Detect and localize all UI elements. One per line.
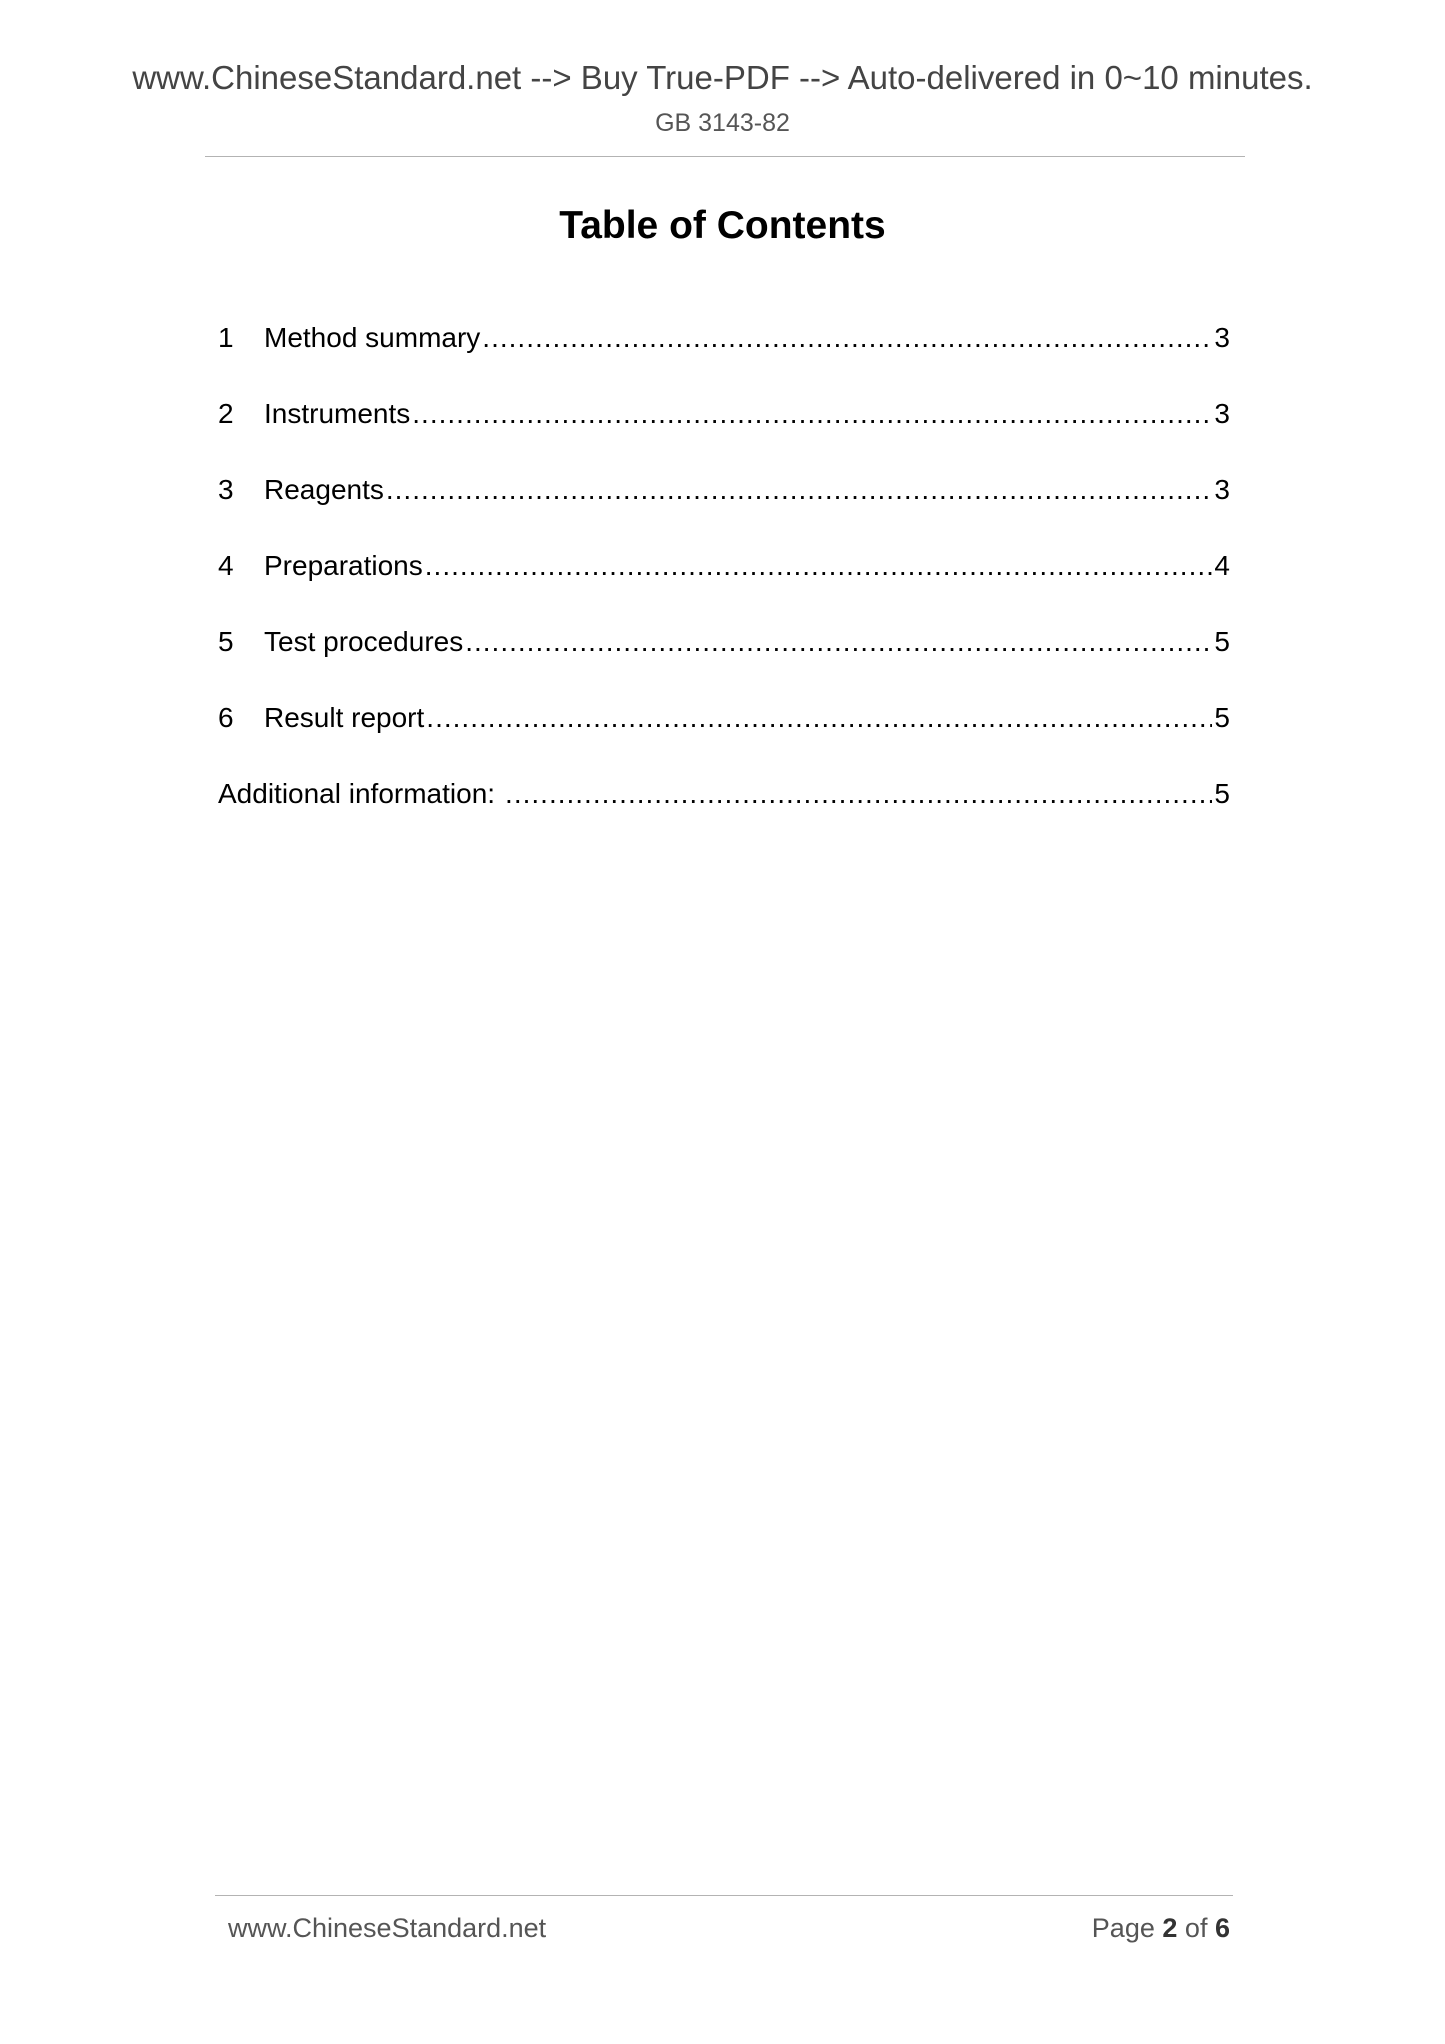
toc-entry-number: 5	[218, 626, 234, 657]
toc-entry-reagents[interactable]	[218, 470, 1230, 546]
toc-entry-number: 6	[218, 702, 234, 733]
toc-leader-dots	[425, 546, 1213, 586]
toc-leader-dots	[386, 470, 1213, 510]
page-prefix: Page	[1091, 1913, 1155, 1943]
page-current: 2	[1162, 1913, 1178, 1943]
toc-entry-label: Preparations	[264, 550, 423, 581]
toc-leader-dots	[482, 318, 1212, 358]
footer-site-link[interactable]: www.ChineseStandard.net	[228, 1913, 547, 1943]
toc-entry-test-procedures[interactable]	[218, 622, 1230, 698]
toc-entry-label: Additional information:	[218, 778, 496, 809]
toc-entry-instruments[interactable]	[218, 394, 1230, 470]
toc-leader-dots	[412, 394, 1212, 434]
toc-entry-page: 5	[1214, 626, 1230, 657]
toc-entry-label: Method summary	[264, 322, 481, 353]
toc-entry-page: 3	[1214, 398, 1230, 429]
toc-entry-page: 4	[1214, 550, 1230, 581]
toc-entry-label: Test procedures	[264, 626, 464, 657]
toc-entry-additional-information[interactable]	[218, 774, 1230, 850]
toc-entry-label: Result report	[264, 702, 425, 733]
header-divider	[205, 156, 1245, 157]
toc-leader-dots	[426, 698, 1212, 738]
header-banner: www.ChineseStandard.net --> Buy True-PDF --> Auto-delivered in 0~10 minutes.	[132, 59, 1313, 96]
toc-leader-dots	[505, 774, 1212, 814]
footer-page-indicator	[1092, 1910, 1230, 1946]
toc-entry-method-summary[interactable]	[218, 318, 1230, 394]
page-of: of	[1184, 1913, 1208, 1943]
toc-entry-page: 3	[1214, 474, 1230, 505]
page-title: Table of Contents	[559, 204, 886, 247]
toc-entry-number: 2	[218, 398, 234, 429]
toc-entry-label: Reagents	[264, 474, 384, 505]
toc-entry-number: 1	[218, 322, 234, 353]
toc-entry-number: 3	[218, 474, 234, 505]
page-total: 6	[1214, 1913, 1230, 1943]
toc-leader-dots	[465, 622, 1212, 662]
toc-entry-number: 4	[218, 550, 234, 581]
toc-entry-preparations[interactable]	[218, 546, 1230, 622]
toc-entry-page: 5	[1214, 702, 1230, 733]
document-number: GB 3143-82	[655, 109, 790, 137]
toc-entry-page: 3	[1214, 322, 1230, 353]
toc-entry-result-report[interactable]	[218, 698, 1230, 774]
toc-entry-page: 5	[1214, 778, 1230, 809]
toc-list	[218, 318, 1230, 850]
toc-entry-label: Instruments	[264, 398, 411, 429]
footer-divider	[215, 1895, 1233, 1896]
